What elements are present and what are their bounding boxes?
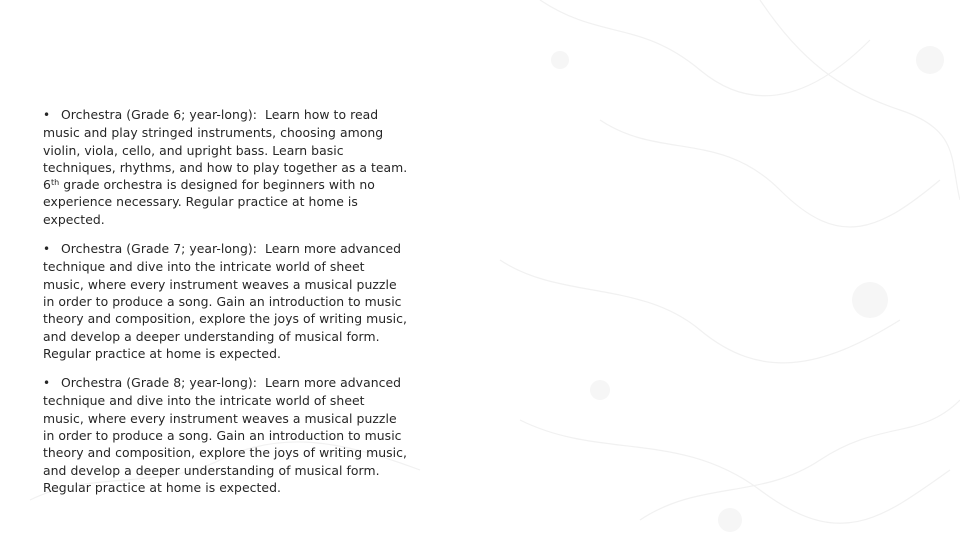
bullet-marker: • bbox=[43, 108, 51, 122]
item-description: Learn more advanced technique and dive into the intricate world of sheet music, where every instrument weaves a musical puzzle in order to produce a song. Gain an introduction to music theory and composition, explore the joys of writing music, and develop a deeper understanding of musical form. Regular practice at home is expected. bbox=[43, 375, 407, 495]
item-heading: Orchestra (Grade 7; year-long): bbox=[61, 241, 257, 257]
list-item bbox=[43, 106, 409, 228]
bullet-list bbox=[43, 106, 409, 508]
item-description: Learn more advanced technique and dive into the intricate world of sheet music, where every instrument weaves a musical puzzle in order to produce a song. Gain an introduction to music theory and composition, explore the joys of writing music, and develop a deeper understanding of musical form. Regular practice at home is expected. bbox=[43, 241, 407, 361]
bullet-marker: • bbox=[43, 242, 51, 257]
item-heading: Orchestra (Grade 6; year-long): bbox=[61, 107, 257, 122]
list-item bbox=[43, 374, 409, 496]
bullet-marker: • bbox=[43, 376, 51, 391]
ordinal-suffix: th bbox=[50, 178, 60, 188]
item-heading: Orchestra (Grade 8; year-long): bbox=[61, 375, 257, 391]
list-item bbox=[43, 240, 409, 362]
item-description-continued: grade orchestra is designed for beginners with no experience necessary. Regular practice at home is expected. bbox=[43, 177, 375, 227]
item-description: Learn how to read music and play stringed instruments, choosing among violin, viola, cello, and upright bass. Learn basic techniques, rhythms, and how to play together as a team. 6 bbox=[43, 107, 408, 193]
